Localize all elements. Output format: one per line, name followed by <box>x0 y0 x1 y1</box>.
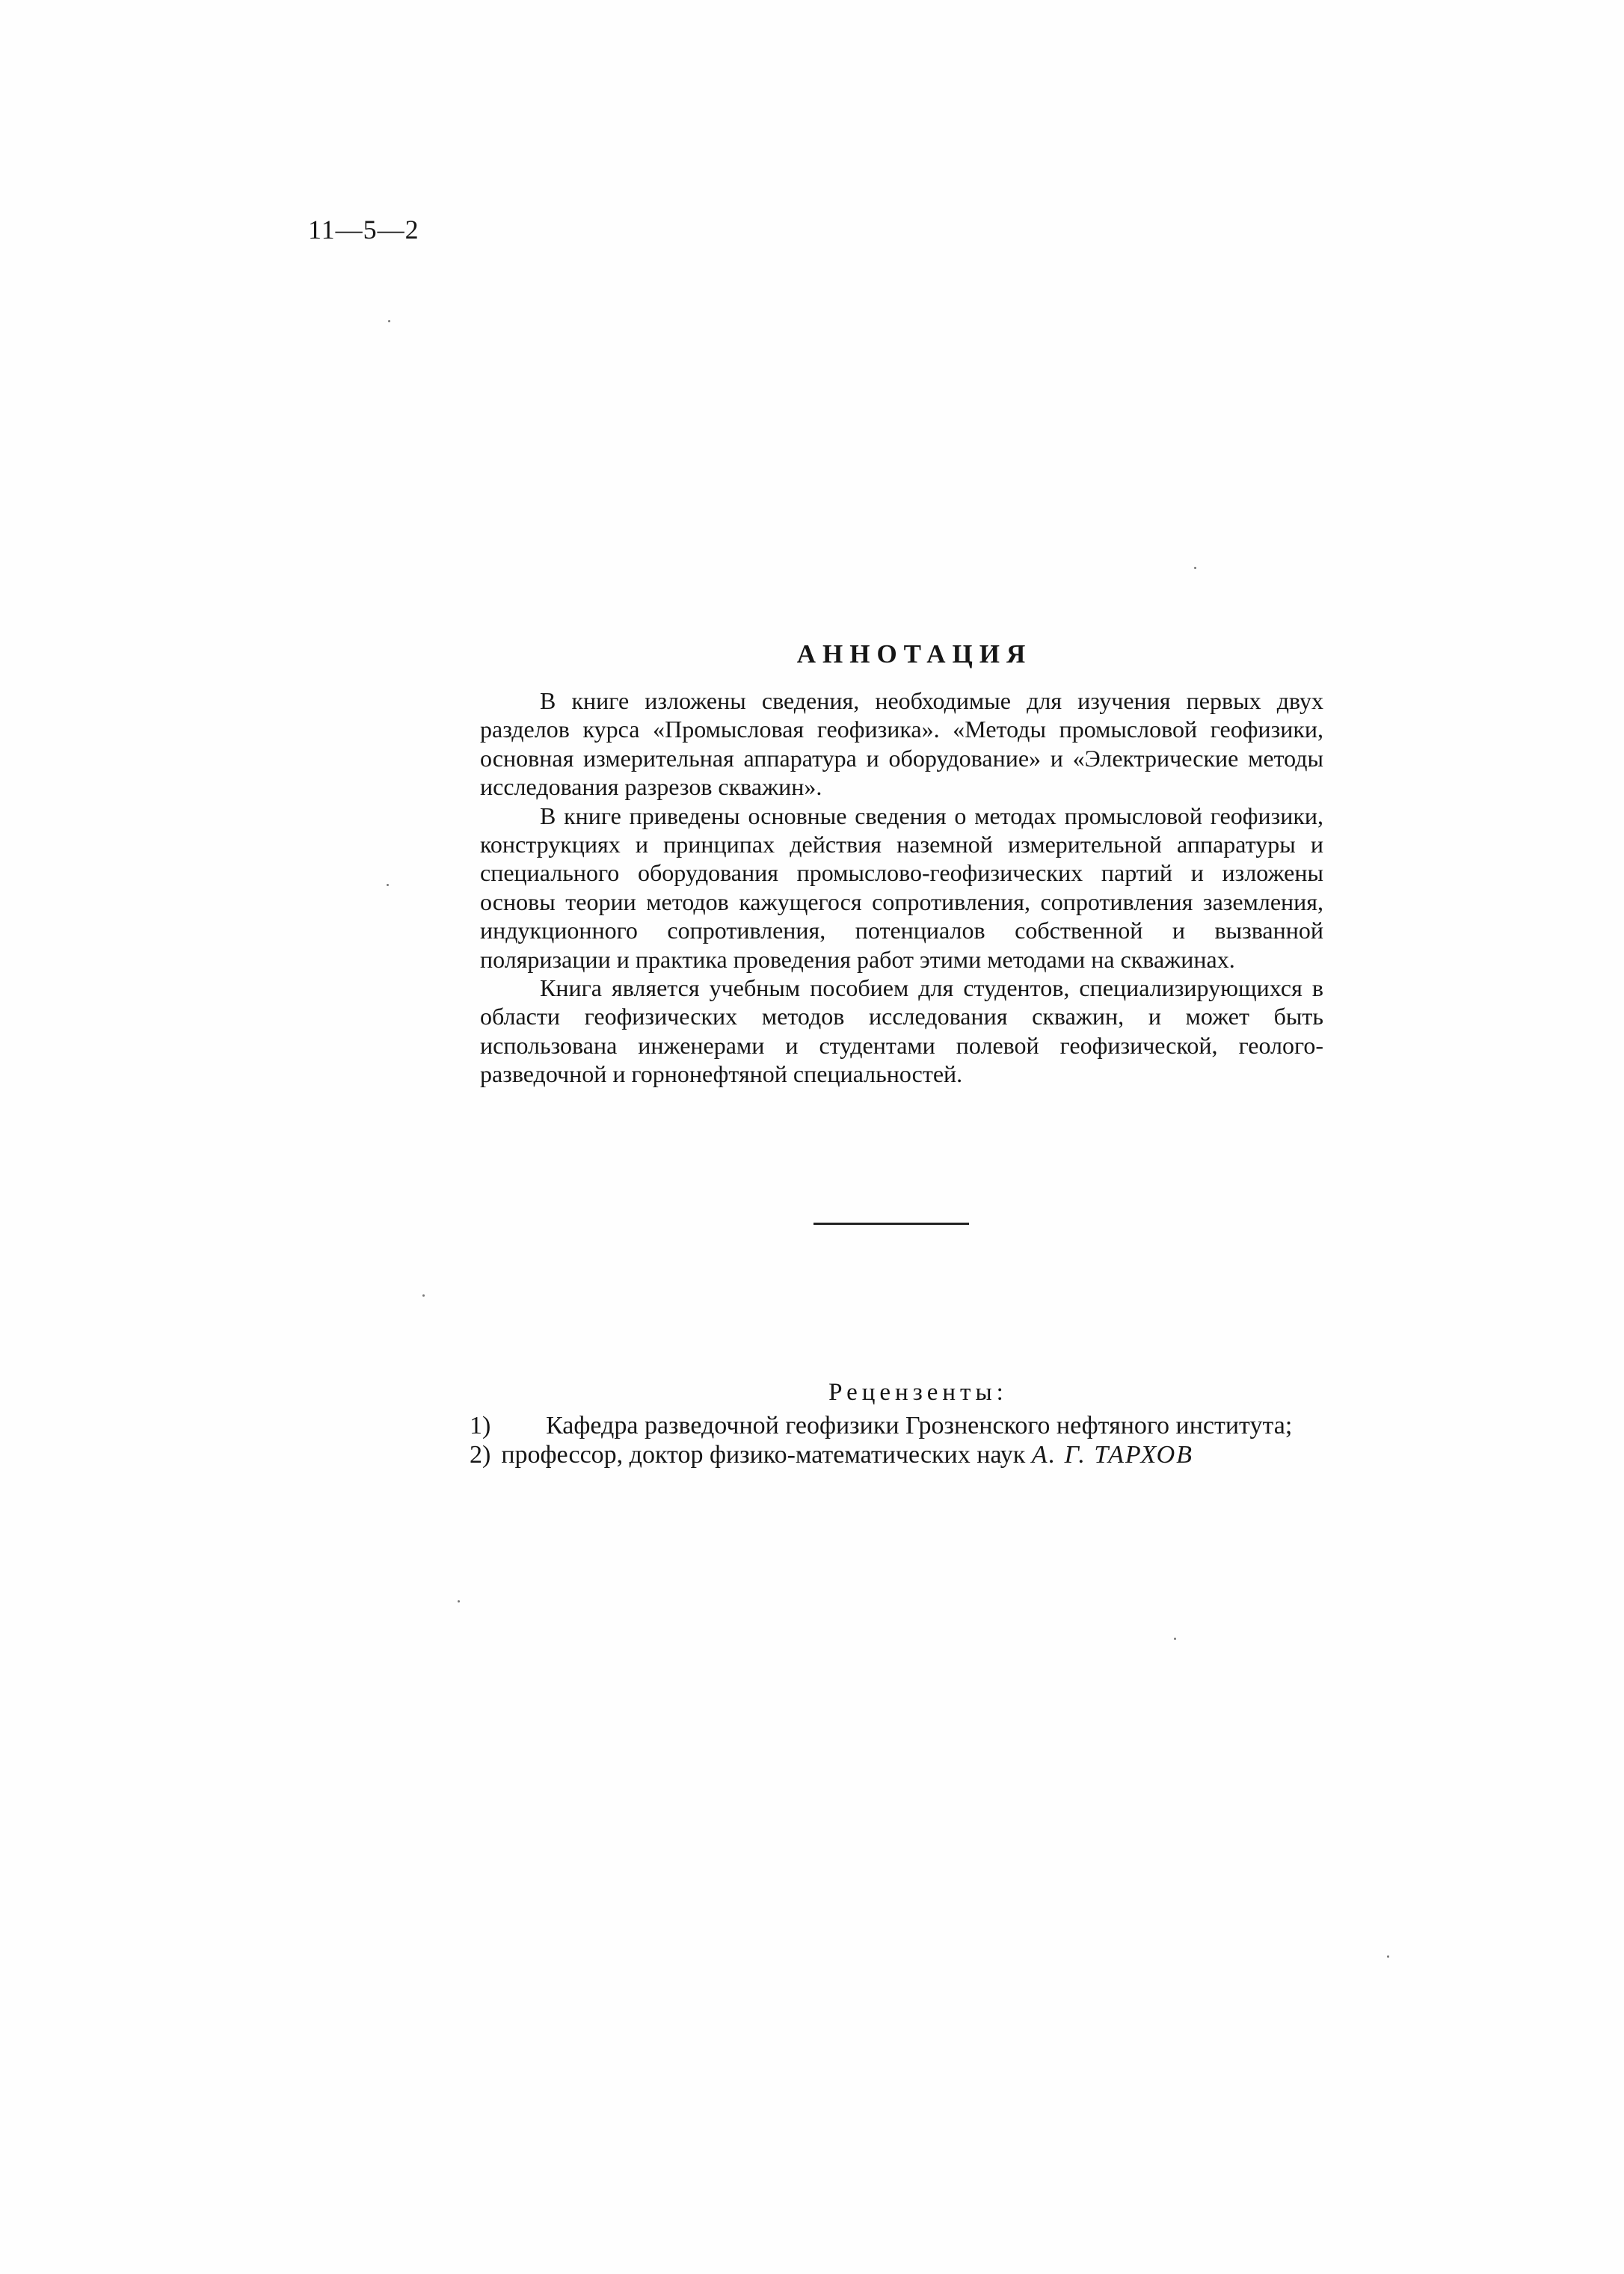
catalog-code: 11—5—2 <box>308 215 419 245</box>
reviewer-item <box>470 1440 1337 1469</box>
annotation-paragraph-2: В книге приведены основные сведения о методах промысловой геофизики, конструкциях и принципах действия наземной измерительной аппаратуры и специального оборудования промыслово-геофизических партий и изложены основы теории методов кажущегося сопротивления, сопротивления заземления, индукционного сопротивления, потенциалов собственной и вызванной поляризации и практика проведения работ этими методами на скважинах. <box>480 802 1323 973</box>
reviewer-text: Кафедра разведочной геофизики Грозненского нефтяного института; <box>546 1412 1293 1439</box>
reviewer-name: А. Г. ТАРХОВ <box>1031 1441 1193 1469</box>
reviewer-number: 1) <box>470 1412 491 1439</box>
section-divider <box>813 1223 969 1225</box>
annotation-paragraph-3: Книга является учебным пособием для студентов, специализирующихся в области геофизических методов исследования скважин, и может быть использована инженерами и студентами полевой геофизической, геолого-разведочной и горнонефтяной специальностей. <box>480 974 1323 1088</box>
reviewer-item <box>470 1411 1337 1440</box>
annotation-heading: АННОТАЦИЯ <box>796 639 1033 669</box>
scan-speck <box>388 320 390 322</box>
annotation-paragraph-1: В книге изложены сведения, необходимые для изучения первых двух разделов курса «Промысловая геофизика». «Методы промысловой геофизики, основная измерительная аппаратура и оборудование» и «Электрические методы исследования разрезов скважин». <box>480 687 1323 801</box>
scan-speck <box>1387 1955 1389 1958</box>
scan-speck <box>1194 567 1196 569</box>
scan-speck <box>458 1600 460 1602</box>
annotation-section <box>480 639 1323 1089</box>
reviewers-heading: Рецензенты: <box>828 1379 1008 1406</box>
reviewers-list <box>470 1411 1337 1469</box>
scan-speck <box>1174 1638 1176 1640</box>
scan-speck <box>422 1294 425 1297</box>
reviewer-number: 2) <box>470 1441 491 1469</box>
scan-speck <box>387 884 389 886</box>
reviewer-description: профессор, доктор физико-математических наук <box>501 1441 1032 1469</box>
reviewers-section <box>470 1379 1337 1469</box>
reviewer-text <box>501 1440 1337 1469</box>
